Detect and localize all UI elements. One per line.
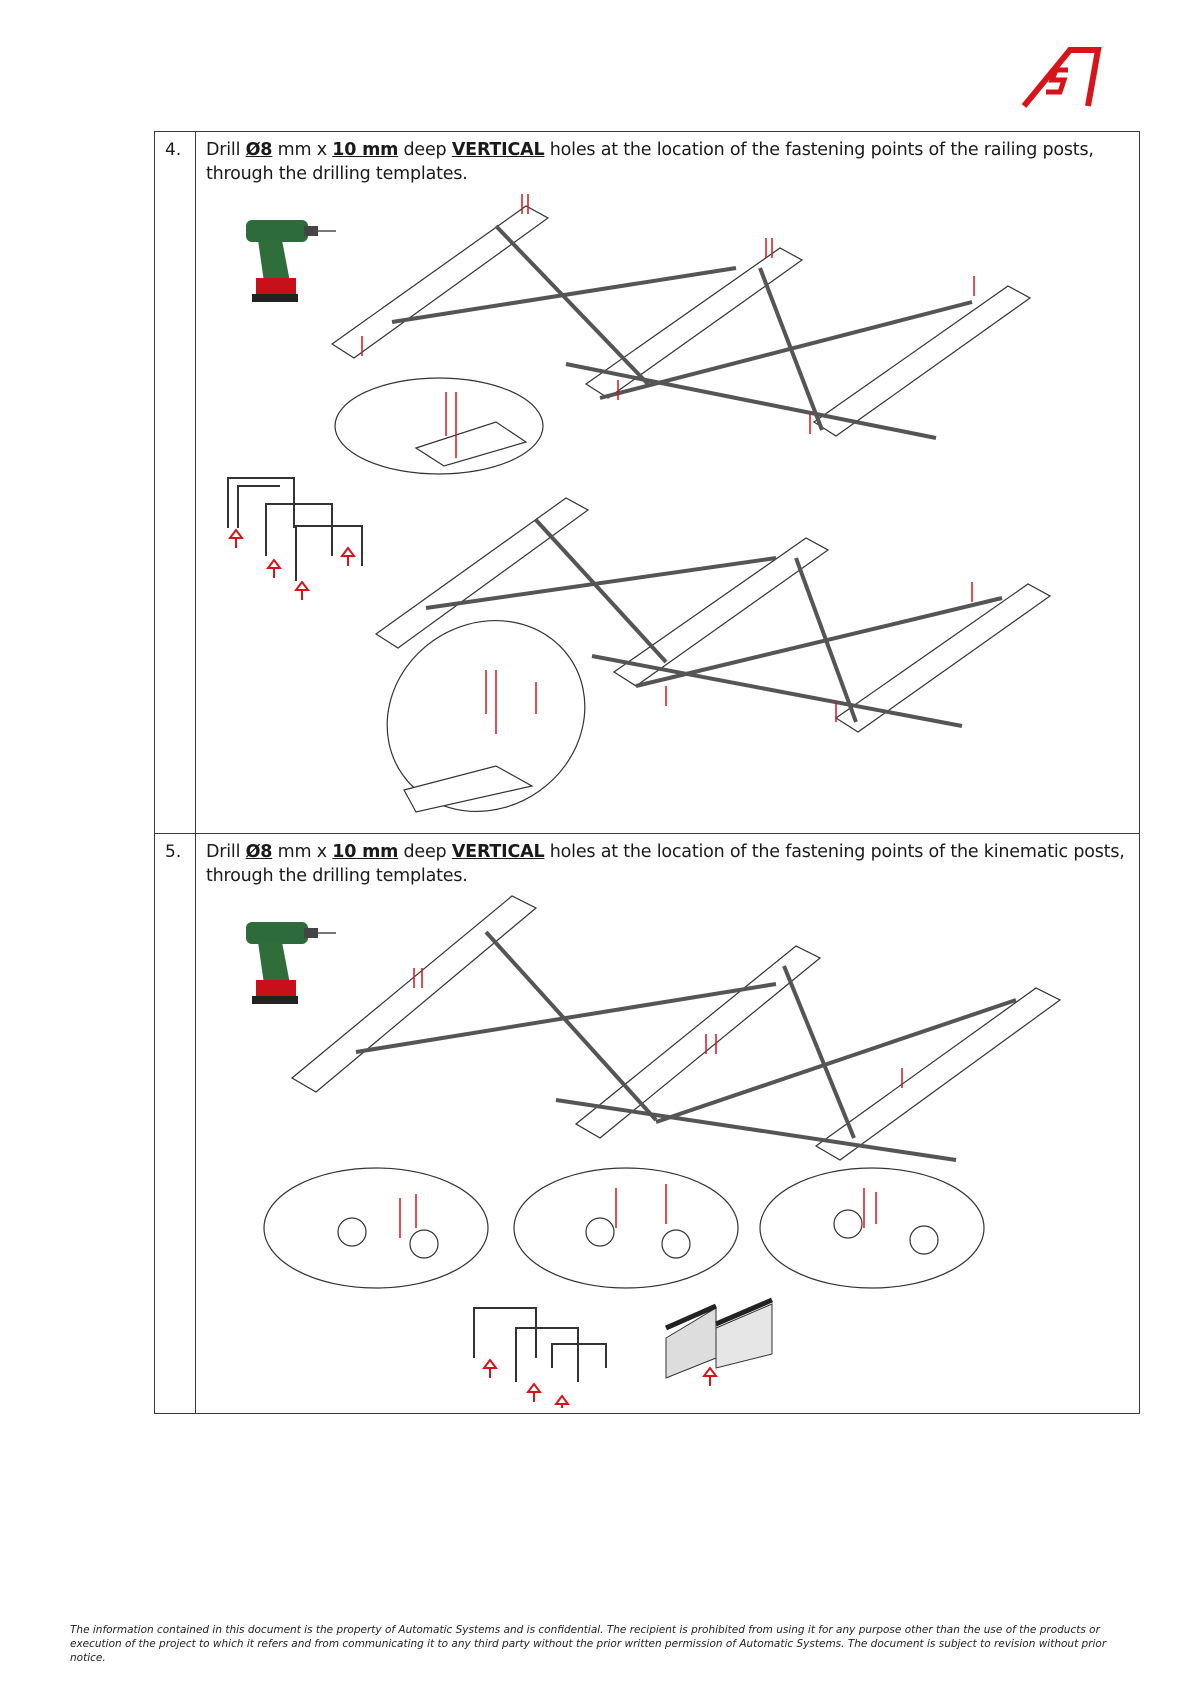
confidentiality-footer: The information contained in this document is the property of Automatic Systems and is confidential. The recipient is prohibited from using it for any purpose other than the use of the products or execution of the project to which it refers and from communicating it to any third party without the prior written permission of Automatic Systems. The document is subject to revision without prior notice. (70, 1624, 1107, 1664)
railing-posts-icon (228, 478, 362, 600)
step-number: 4. (155, 132, 196, 834)
step-instruction: Drill Ø8 mm x 10 mm deep VERTICAL holes at the location of the fastening points of the kinematic posts, through the drilling templates. (206, 842, 1125, 886)
detail-zoom-views (264, 1168, 984, 1288)
step-row (155, 132, 1140, 834)
automatic-systems-logo (1018, 44, 1110, 110)
step-row (155, 834, 1140, 1414)
step-number: 5. (155, 834, 196, 1414)
step-content (196, 834, 1140, 1414)
step-content (196, 132, 1140, 834)
template-assembly-top (332, 206, 1030, 474)
drilling-templates-illustration (196, 186, 1139, 826)
gate-assembly-icon (666, 1300, 772, 1386)
steps-table (154, 131, 1140, 1414)
step-instruction: Drill Ø8 mm x 10 mm deep VERTICAL holes at the location of the fastening points of the railing posts, through the drilling templates. (206, 140, 1094, 184)
kinematic-posts-icon (474, 1308, 606, 1408)
template-assembly-bottom (350, 498, 1050, 826)
drill-icon (246, 220, 336, 302)
drill-icon (246, 922, 336, 1004)
drilling-templates-illustration (196, 888, 1139, 1408)
template-assembly (292, 896, 1060, 1160)
